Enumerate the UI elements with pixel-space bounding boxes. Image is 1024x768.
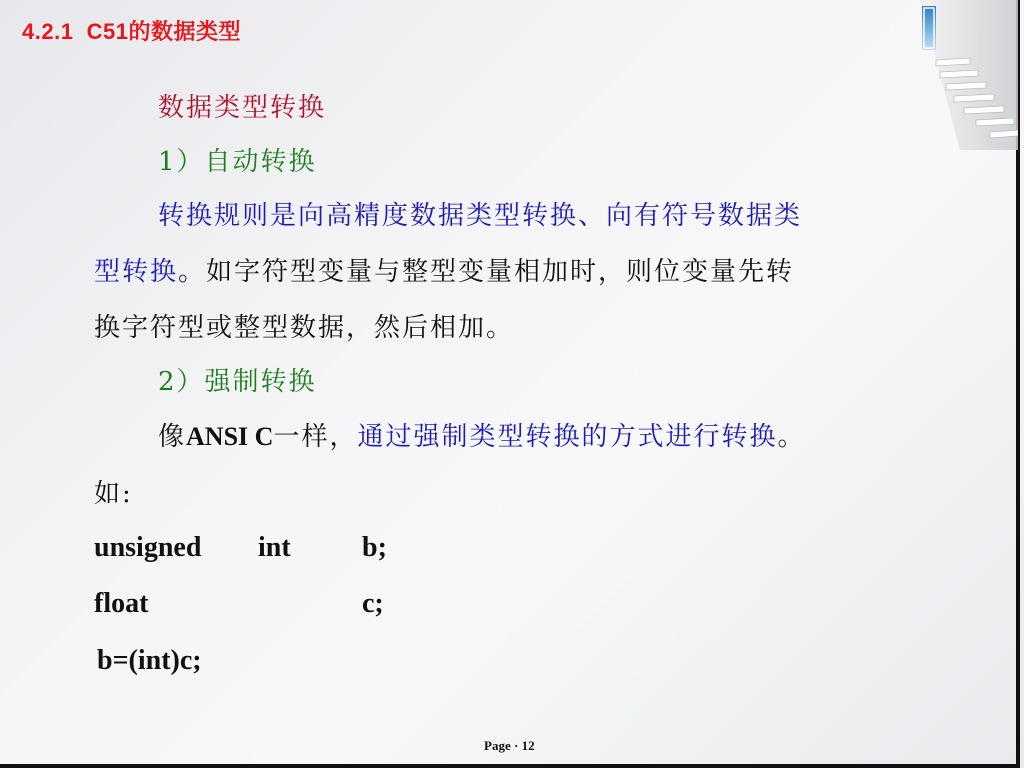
page-label: Page — [484, 738, 511, 753]
paragraph1-line1: 转换规则是向高精度数据类型转换、向有符号数据类 — [158, 201, 803, 231]
page-separator: · — [510, 738, 522, 753]
slide-title: 4.2.1 C51的数据类型 — [22, 19, 242, 44]
paragraph2-highlight: 通过强制类型转换的方式进行转换 — [357, 422, 778, 452]
code-line-cast: b=(int)c; — [97, 645, 202, 676]
paragraph2-mid: 一样， — [273, 422, 358, 452]
paragraph1-line3: 换字符型或整型数据，然后相加。 — [94, 313, 515, 343]
code-line-float-type: float — [94, 588, 149, 619]
paragraph1-line2 — [94, 255, 794, 289]
code-line-unsigned-type: unsigned — [94, 532, 202, 563]
page-number — [484, 738, 535, 754]
paragraph1-line2-highlight: 型转换 — [94, 257, 179, 287]
subheading-forced-conversion: 2）强制转换 — [158, 367, 317, 397]
staircase-decoration — [900, 0, 1018, 160]
paragraph2-end: 。 — [777, 422, 806, 452]
paragraph2-ansi-c: ANSI C — [186, 422, 274, 451]
paragraph2-prefix: 像 — [158, 422, 187, 452]
section-heading: 数据类型转换 — [158, 93, 327, 123]
code-line-var-b: b; — [362, 532, 387, 563]
code-line-var-c: c; — [362, 588, 384, 619]
subheading-auto-conversion: 1）自动转换 — [158, 147, 317, 177]
page-number-value: 12 — [521, 738, 535, 753]
code-line-int-keyword: int — [258, 532, 291, 563]
paragraph2-line2: 如: — [94, 479, 133, 509]
paragraph2-line1 — [158, 420, 805, 454]
paragraph1-line2-rest: 。如字符型变量与整型变量相加时，则位变量先转 — [178, 257, 795, 287]
